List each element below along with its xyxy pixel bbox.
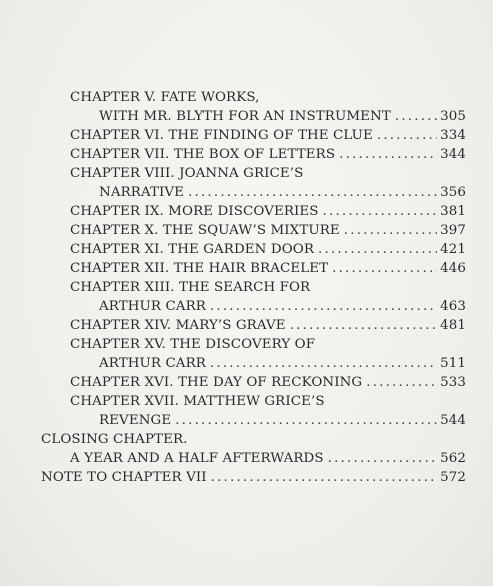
toc-entry-title: CHAPTER XVII. MATTHEW GRICE’S (70, 394, 325, 409)
dot-leader (210, 354, 437, 373)
dot-leader (339, 145, 437, 164)
toc-entry-page: 463 (440, 299, 466, 314)
toc-entry (99, 183, 466, 202)
toc-entry-title: NARRATIVE (99, 185, 185, 200)
toc-entry-page: 381 (440, 204, 466, 219)
toc-entry-title: CHAPTER VI. THE FINDING OF THE CLUE (70, 128, 373, 143)
toc-entry (70, 316, 466, 335)
dot-leader (377, 126, 437, 145)
toc-entry (70, 278, 310, 297)
toc-entry-title: WITH MR. BLYTH FOR AN INSTRUMENT (99, 109, 391, 124)
toc-entry-page: 544 (440, 413, 466, 428)
toc-entry (70, 449, 466, 468)
dot-leader (332, 259, 437, 278)
toc-entry (70, 373, 466, 392)
toc-entry-page: 397 (440, 223, 466, 238)
toc-entry-page: 334 (440, 128, 466, 143)
toc-entry (99, 411, 466, 430)
toc-entry-page: 562 (440, 451, 466, 466)
dot-leader (175, 411, 437, 430)
dot-leader (210, 297, 437, 316)
toc-entry-page: 481 (440, 318, 466, 333)
toc-entry-page: 344 (440, 147, 466, 162)
toc-entry (70, 335, 315, 354)
toc-entry-title: CHAPTER XIV. MARY’S GRAVE (70, 318, 286, 333)
toc-entry-title: A YEAR AND A HALF AFTERWARDS (70, 451, 324, 466)
toc-entry-title: ARTHUR CARR (99, 299, 206, 314)
dot-leader (344, 221, 437, 240)
toc-entry-page: 421 (440, 242, 466, 257)
toc-entry-page: 446 (440, 261, 466, 276)
toc-entry (99, 107, 466, 126)
toc-entry (41, 430, 188, 449)
toc-entry (41, 468, 466, 487)
toc-entry-title: CHAPTER VIII. JOANNA GRICE’S (70, 166, 304, 181)
dot-leader (323, 202, 438, 221)
toc-entry-title: CHAPTER VII. THE BOX OF LETTERS (70, 147, 336, 162)
toc-entry-title: ARTHUR CARR (99, 356, 206, 371)
dot-leader (290, 316, 438, 335)
toc-entry-title: REVENGE (99, 413, 172, 428)
toc-entry-title: CHAPTER XIII. THE SEARCH FOR (70, 280, 311, 295)
dot-leader (328, 449, 437, 468)
dot-leader (211, 468, 438, 487)
toc-entry (70, 126, 466, 145)
toc-entry (70, 240, 466, 259)
toc-entry-title: CLOSING CHAPTER. (41, 432, 188, 447)
toc-entry-title: CHAPTER XV. THE DISCOVERY OF (70, 337, 316, 352)
toc-entry-page: 356 (440, 185, 466, 200)
dot-leader (395, 107, 437, 126)
toc-entry (70, 164, 303, 183)
toc-entry-page: 305 (440, 109, 466, 124)
dot-leader (366, 373, 437, 392)
toc-entry (70, 221, 466, 240)
toc-entry-title: CHAPTER V. FATE WORKS, (70, 90, 260, 105)
toc-entry (99, 297, 466, 316)
toc-entry (70, 202, 466, 221)
toc-entry-title: CHAPTER XVI. THE DAY OF RECKONING (70, 375, 363, 390)
dot-leader (318, 240, 437, 259)
toc-entry-title: CHAPTER IX. MORE DISCOVERIES (70, 204, 319, 219)
toc-entry-page: 572 (440, 470, 466, 485)
toc-entry-page: 511 (440, 356, 466, 371)
toc-entry (99, 354, 466, 373)
toc-entry-page: 533 (440, 375, 466, 390)
toc-entry (70, 145, 466, 164)
toc-entry (70, 392, 325, 411)
dot-leader (188, 183, 437, 202)
toc-entry-title: NOTE TO CHAPTER VII (41, 470, 207, 485)
toc-entry (70, 259, 466, 278)
toc-entry-title: CHAPTER X. THE SQUAW’S MIXTURE (70, 223, 340, 238)
toc-entry-title: CHAPTER XI. THE GARDEN DOOR (70, 242, 315, 257)
toc-entry (70, 88, 260, 107)
toc-entry-title: CHAPTER XII. THE HAIR BRACELET (70, 261, 329, 276)
